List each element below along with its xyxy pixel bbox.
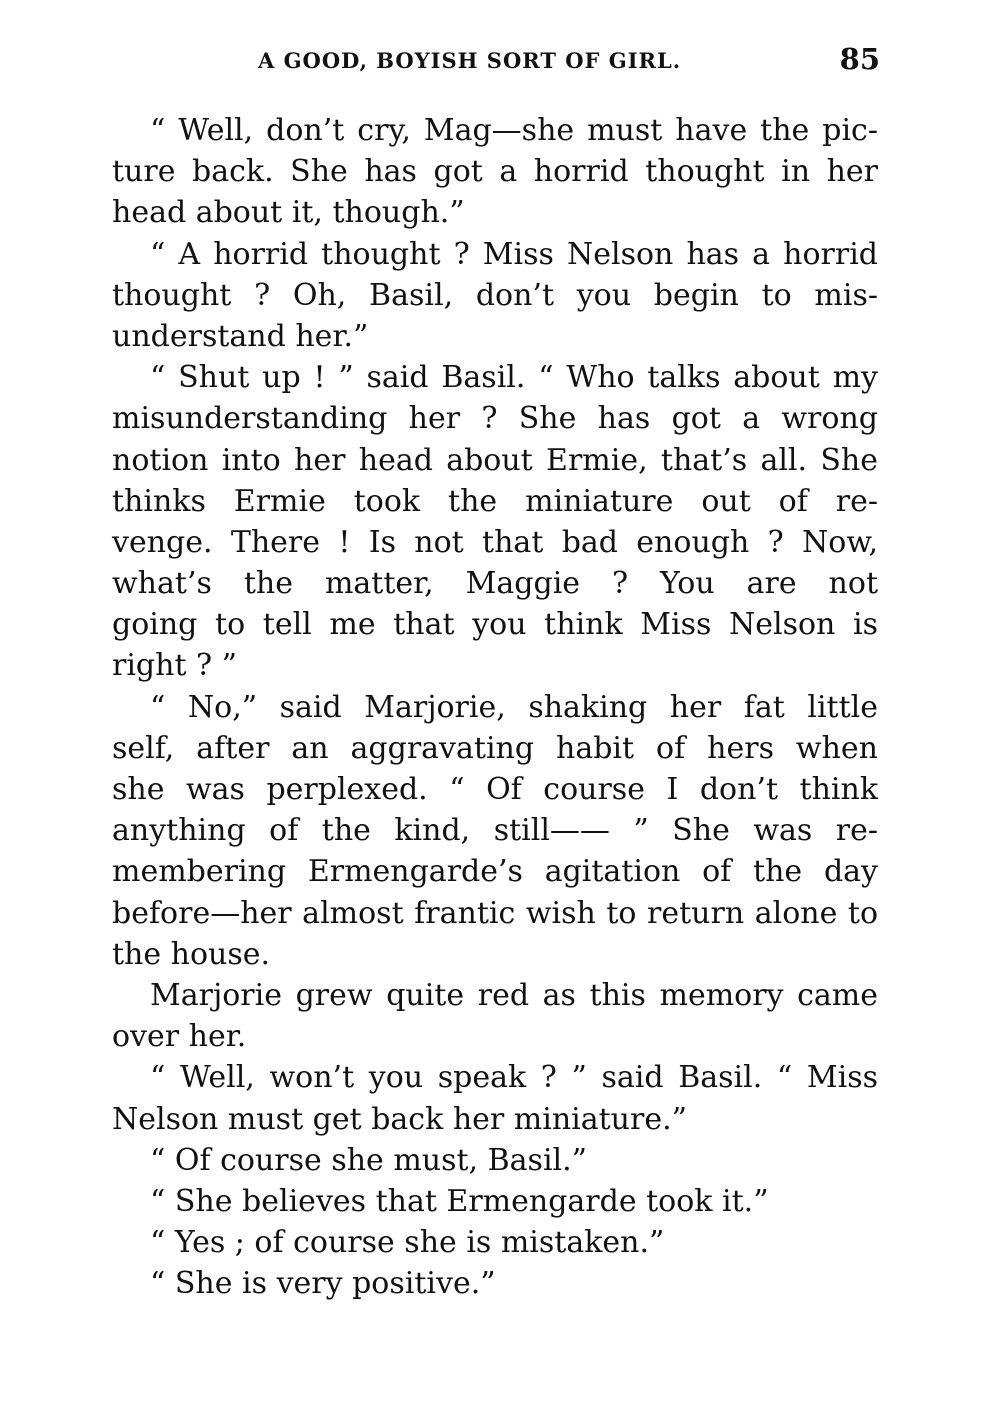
page-number: 85 — [839, 42, 880, 76]
text-line: “ Shut up ! ” said Basil. “ Who talks about my — [150, 360, 878, 396]
text-line: Marjorie grew quite red as this memory came — [150, 977, 878, 1013]
text-line: “ Well, don’t cry, Mag—she must have the pic- — [150, 113, 878, 148]
text-line: “ She believes that Ermengarde took it.” — [150, 1183, 769, 1219]
text-line: understand her.” — [112, 318, 369, 354]
running-title: A GOOD, BOYISH SORT OF GIRL. — [258, 48, 682, 73]
text-line: right ? ” — [112, 648, 238, 684]
text-line: venge. There ! Is not that bad enough ? Now, — [112, 524, 878, 560]
text-line: notion into her head about Ermie, that’s all. She — [112, 442, 878, 478]
text-line: thought ? Oh, Basil, don’t you begin to mis- — [112, 277, 878, 313]
text-line: “ Yes ; of course she is mistaken.” — [150, 1225, 665, 1261]
text-line: “ A horrid thought ? Miss Nelson has a horrid — [150, 236, 878, 272]
text-line: going to tell me that you think Miss Nelson is — [112, 607, 878, 643]
text-line: “ Well, won’t you speak ? ” said Basil. “ Miss — [150, 1060, 878, 1096]
text-line: “ She is very positive.” — [150, 1266, 496, 1302]
text-line: anything of the kind, still—— ” She was re- — [112, 813, 878, 849]
text-line: misunderstanding her ? She has got a wrong — [112, 401, 878, 437]
text-line: what’s the matter, Maggie ? You are not — [112, 566, 878, 602]
text-line: head about it, though.” — [112, 195, 465, 231]
text-line: membering Ermengarde’s agitation of the day — [112, 854, 878, 890]
text-line: she was perplexed. “ Of course I don’t think — [112, 772, 878, 807]
text-line: “ Of course she must, Basil.” — [150, 1142, 588, 1178]
text-line: ture back. She has got a horrid thought in her — [112, 154, 878, 190]
text-line: thinks Ermie took the miniature out of re- — [112, 483, 878, 519]
text-line: the house. — [112, 936, 271, 972]
running-head — [110, 40, 880, 80]
text-line: self, after an aggravating habit of hers when — [112, 730, 878, 766]
text-line: “ No,” said Marjorie, shaking her fat little — [150, 689, 878, 725]
text-line: before—her almost frantic wish to return alone to — [112, 895, 878, 931]
text-line: Nelson must get back her miniature.” — [112, 1101, 687, 1137]
body-text — [112, 110, 878, 1304]
text-line: over her. — [112, 1019, 247, 1055]
